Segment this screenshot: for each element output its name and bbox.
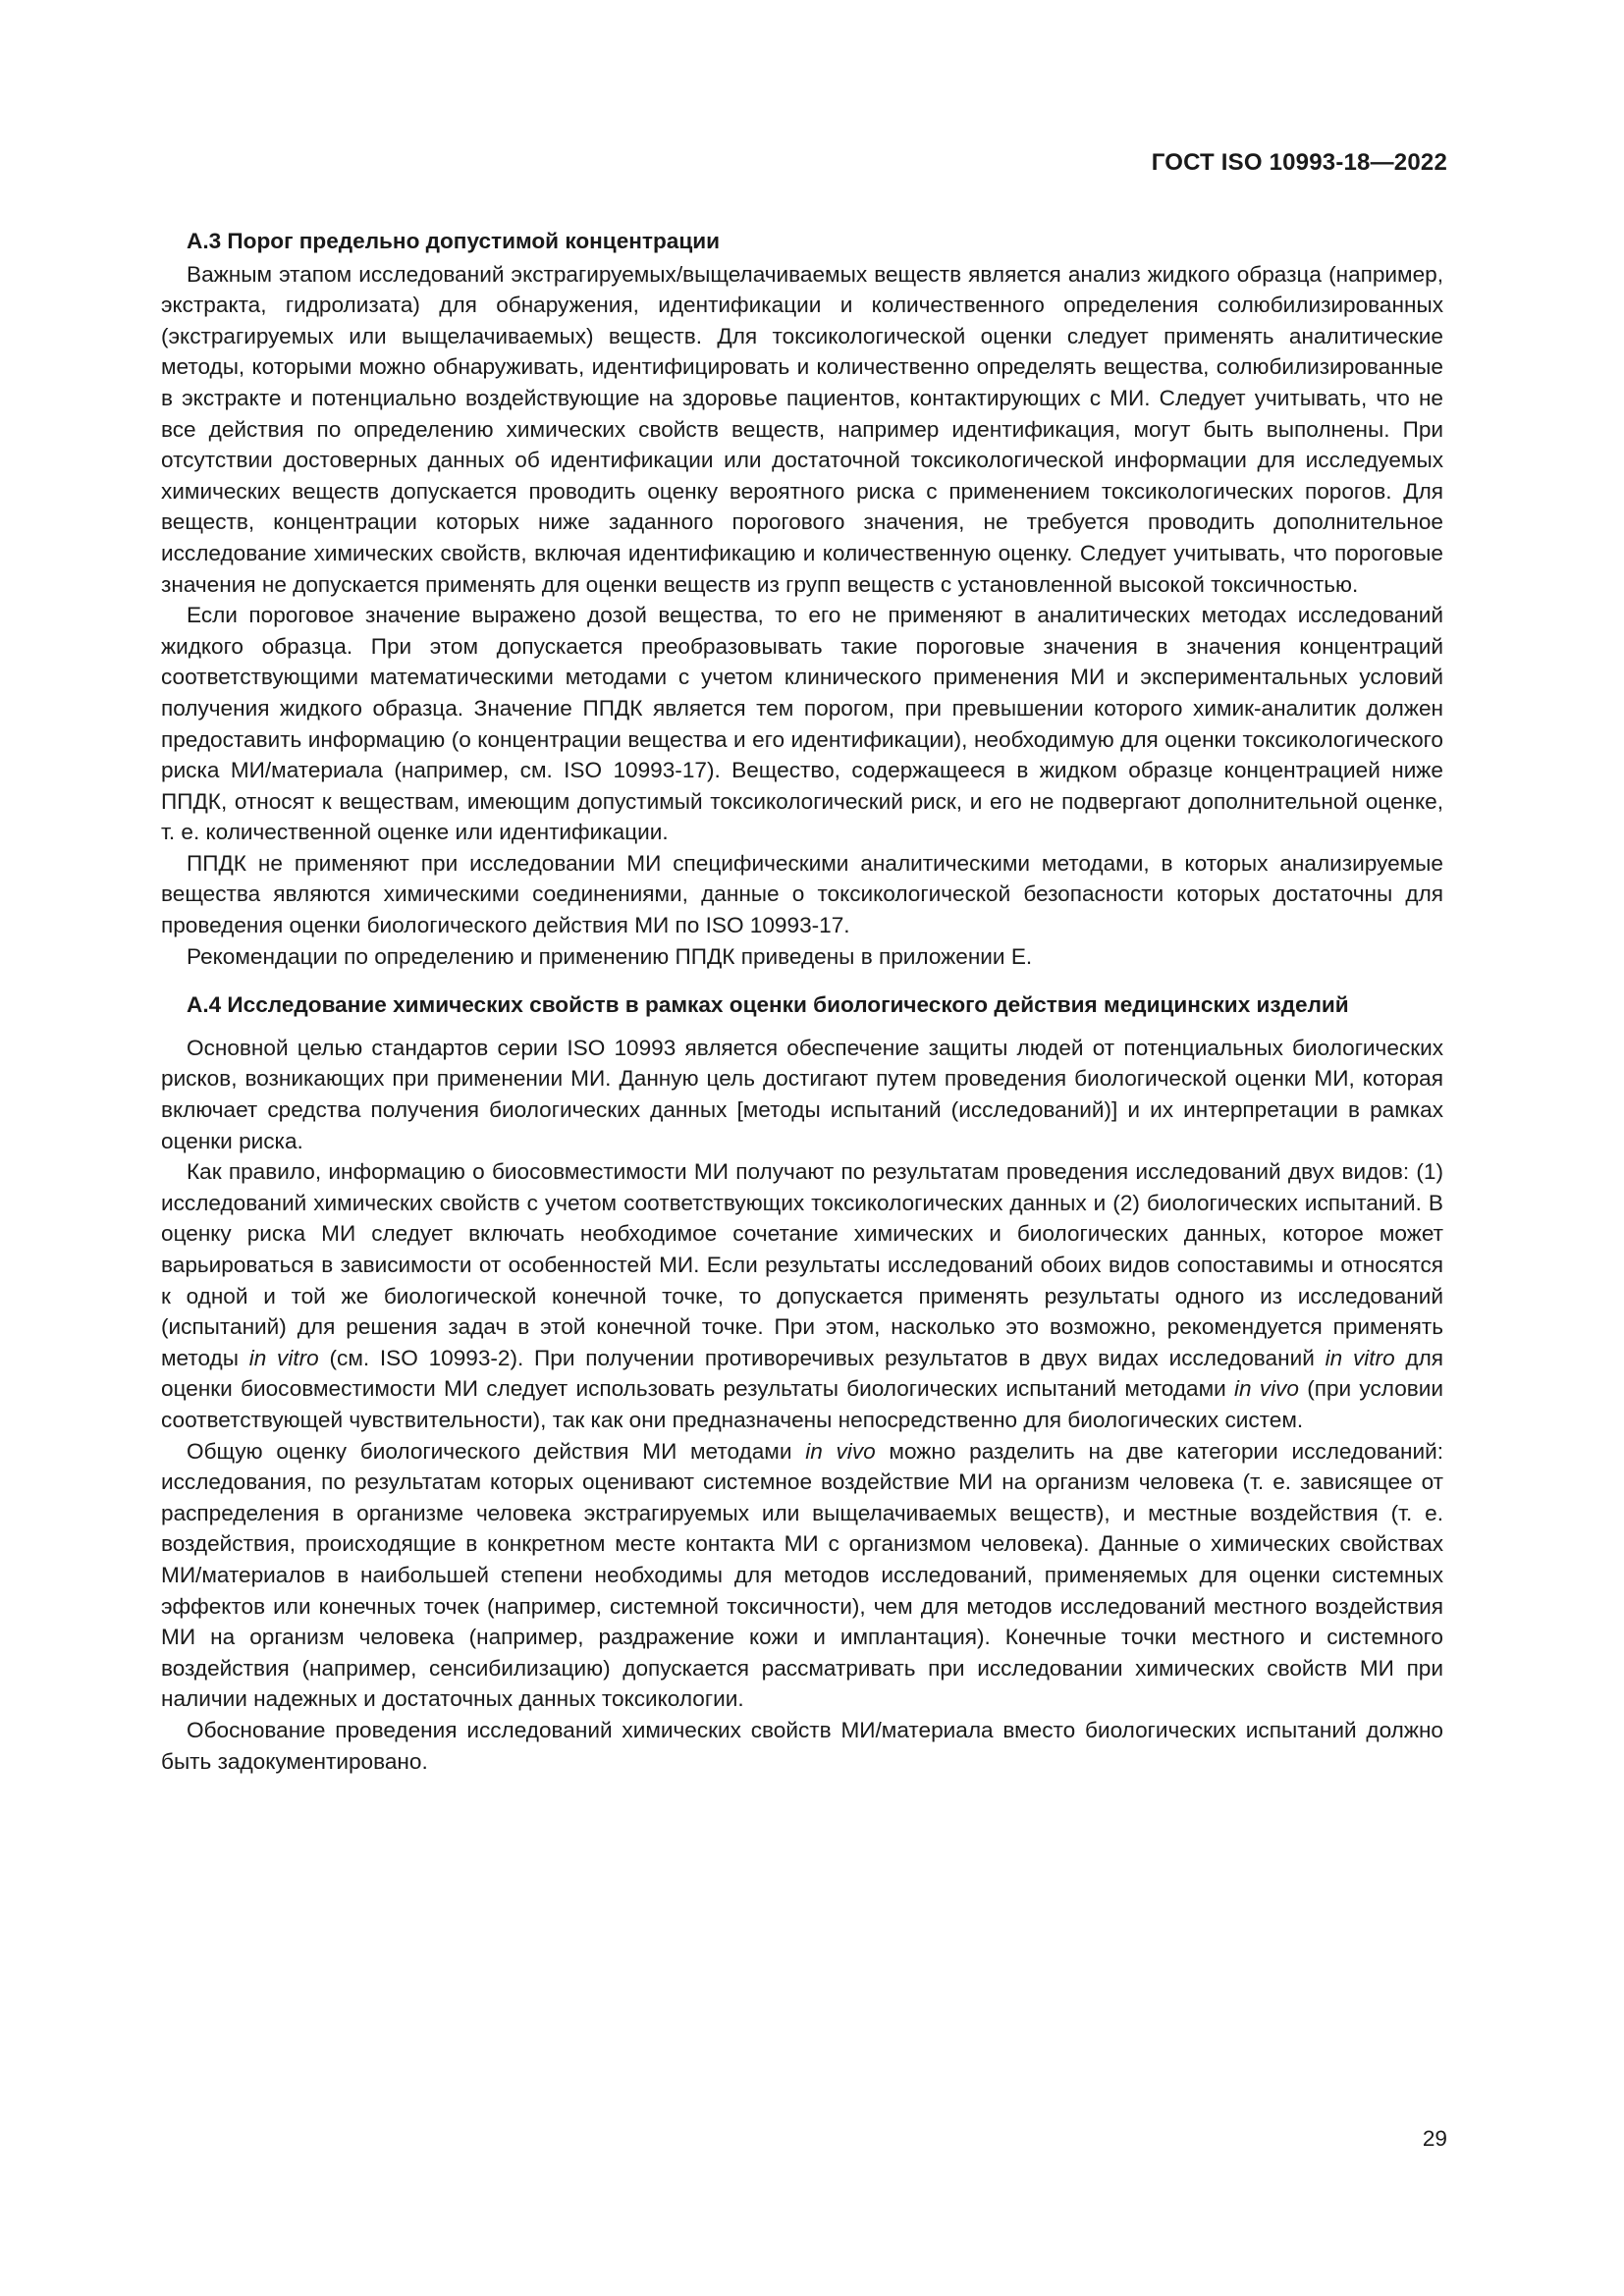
text-run: можно разделить на две категории исследований: исследования, по результатам которых оценивают системное воздействие МИ на организм человека (т. е. зависящее от распределения в организме человека экстрагируемых или выщелачиваемых веществ), и местные воздействия (т. е. воздействия, происходящие в конкретном месте контакта МИ с организмом человека). Данные о химических свойствах МИ/материалов в наибольшей степени необходимы для методов исследований, применяемых для оценки системных эффектов или конечных точек (например, системной токсичности), чем для методов исследований местного воздействия МИ на организм человека (например, раздражение кожи и имплантация). Конечные точки местного и системного воздействия (например, сенсибилизацию) допускается рассматривать при исследовании химических свойств МИ при наличии надежных и достаточных данных токсикологии. [161, 1438, 1444, 1712]
paragraph: ППДК не применяют при исследовании МИ специфическими аналитическими методами, в которых анализируемые вещества являются химическими соединениями, данные о токсикологической безопасности которых достаточны для проведения оценки биологического действия МИ по ISO 10993-17. [161, 850, 1443, 938]
paragraph [161, 1436, 1443, 1715]
italic-term: in vitro [1325, 1345, 1395, 1370]
page-body [161, 226, 1443, 1777]
paragraph: Рекомендации по определению и применению ППДК приведены в приложении Е. [187, 943, 1033, 969]
text-run: Как правило, информацию о биосовместимости МИ получают по результатам проведения исследований двух видов: (1) исследований химических свойств с учетом соответствующих токсикологических данных и (2) биологических испытаний. В оценку риска МИ следует включать необходимое сочетание химических и биологических данных, которое может варьироваться в зависимости от особенностей МИ. Если результаты исследований обоих видов сопоставимы и относятся к одной и той же биологической конечной точке, то допускается применять результаты одного из исследований (испытаний) для решения задач в этой конечной точке. При этом, насколько это возможно, рекомендуется применять методы [161, 1159, 1443, 1370]
section-heading-a4: А.4 Исследование химических свойств в рамках оценки биологического действия медицинских изделий [187, 992, 1349, 1018]
document-header: ГОСТ ISO 10993-18—2022 [1151, 149, 1447, 176]
paragraph: Основной целью стандартов серии ISO 10993 является обеспечение защиты людей от потенциальных биологических рисков, возникающих при применении МИ. Данную цель достигают путем проведения биологической оценки МИ, которая включает средства получения биологических данных [методы испытаний (исследований)] и их интерпретации в рамках оценки риска. [161, 1035, 1443, 1153]
text-run: (см. ISO 10993-2). При получении противоречивых результатов в двух видах исследований [329, 1345, 1315, 1370]
italic-term: in vivo [805, 1438, 876, 1464]
paragraph [161, 1156, 1443, 1435]
section-heading-a3: А.3 Порог предельно допустимой концентрации [187, 229, 721, 253]
italic-term: in vitro [248, 1345, 319, 1370]
text-run: для оценки биосовместимости МИ следует использовать результаты биологических испытаний методами [161, 1345, 1444, 1402]
paragraph: Обоснование проведения исследований химических свойств МИ/материала вместо биологических испытаний должно быть задокументировано. [161, 1717, 1443, 1774]
paragraph: Если пороговое значение выражено дозой вещества, то его не применяют в аналитических методах исследований жидкого образца. При этом допускается преобразовывать такие пороговые значения в значения концентраций соответствующими математическими методами с учетом клинического применения МИ и экспериментальных условий получения жидкого образца. Значение ППДК является тем порогом, при превышении которого химик-аналитик должен предоставить информацию (о концентрации вещества и его идентификации), необходимую для оценки токсикологического риска МИ/материала (например, см. ISO 10993-17). Вещество, содержащееся в жидком образце концентрацией ниже ППДК, относят к веществам, имеющим допустимый токсикологический риск, и его не подвергают дополнительной оценке, т. е. количественной оценке или идентификации. [161, 603, 1443, 845]
paragraph: Важным этапом исследований экстрагируемых/выщелачиваемых веществ является анализ жидкого образца (например, экстракта, гидролизата) для обнаружения, идентификации и количественного определения солюбилизированных (экстрагируемых или выщелачиваемых) веществ. Для токсикологической оценки следует применять аналитические методы, которыми можно обнаруживать, идентифицировать и количественно определять вещества, солюбилизированные в экстракте и потенциально воздействующие на здоровье пациентов, контактирующих с МИ. Следует учитывать, что не все действия по определению химических свойств веществ, например идентификация, могут быть выполнены. При отсутствии достоверных данных об идентификации или достаточной токсикологической информации для исследуемых химических веществ допускается проводить оценку вероятного риска с применением токсикологических порогов. Для веществ, концентрации которых ниже заданного порогового значения, не требуется проводить дополнительное исследование химических свойств, включая идентификацию и количественную оценку. Следует учитывать, что пороговые значения не допускается применять для оценки веществ из групп веществ с установленной высокой токсичностью. [161, 261, 1443, 597]
italic-term: in vivo [1234, 1376, 1299, 1402]
page-number: 29 [1422, 2126, 1447, 2151]
text-run: Общую оценку биологического действия МИ методами [187, 1438, 792, 1464]
text-run: (при условии соответствующей чувствительности), так как они предназначены непосредственно для биологических систем. [161, 1376, 1443, 1432]
